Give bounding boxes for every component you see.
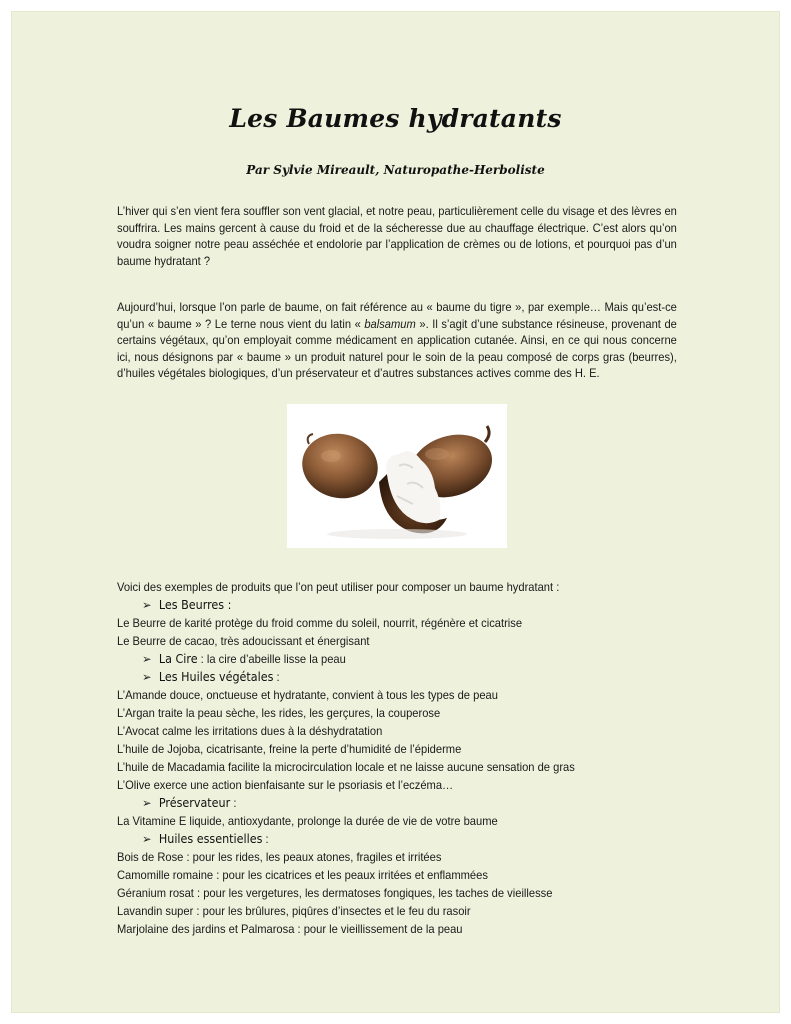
section-heading-essential-oils (117, 830, 694, 848)
list-item: La Vitamine E liquide, antioxydante, prolonge la durée de vie de votre baume (117, 814, 498, 828)
section-title: La Cire (158, 652, 198, 666)
arrow-bullet-icon: ➢ (142, 796, 152, 810)
section-title: Préservateur (158, 796, 231, 810)
arrow-bullet-icon: ➢ (142, 832, 152, 846)
list-item: Camomille romaine : pour les cicatrices et les peaux irritées et enflammées (117, 868, 488, 882)
list-item: L’Amande douce, onctueuse et hydratante, convient à tous les types de peau (117, 688, 498, 702)
paragraph-definition-start: Aujourd’hui, lorsque l’on parle de baume, on fait référence au « baume du tigre », par exemple… Mais qu’est-ce qu’un « baume » ? Le terne nous vient du latin « (117, 300, 677, 331)
section-suffix: : la cire d’abeille lisse la peau (197, 652, 346, 666)
arrow-bullet-icon: ➢ (142, 598, 152, 612)
list-intro: Voici des exemples de produits que l’on peut utiliser pour composer un baume hydratant : (117, 580, 560, 594)
list-item: L’Avocat calme les irritations dues à la déshydratation (117, 724, 383, 738)
list-item: Géranium rosat : pour les vergetures, les dermatoses fongiques, les taches de vieillesse (117, 886, 553, 900)
paragraph-definition-end: ». Il s’agit d’une substance résineuse, provenant de certains végétaux, qu’on employait comme médicament en application cutanée. Ainsi, en ce qui nous concerne ici, nous désignons par « baume » un produit naturel pour le soin de la peau composé de corps gras (beurres), d’huiles végétales biologiques, d’un préservateur et d’autres substances actives comme des H. E. (117, 316, 677, 380)
section-title: Huiles essentielles (158, 832, 263, 846)
section-heading-preservative (117, 794, 694, 812)
section-heading-oils (117, 668, 694, 686)
shea-nuts-photo (287, 404, 507, 548)
arrow-bullet-icon: ➢ (142, 670, 152, 684)
document-title: Les Baumes hydratants (229, 104, 562, 133)
section-title: Les Beurres : (158, 598, 232, 612)
section-suffix: : (273, 670, 280, 684)
section-heading-wax (117, 650, 694, 668)
arrow-bullet-icon: ➢ (142, 652, 152, 666)
document-page (11, 11, 780, 1013)
list-item: Le Beurre de cacao, très adoucissant et énergisant (117, 634, 370, 648)
section-heading-butters (117, 596, 694, 614)
ingredients-list (117, 578, 694, 938)
section-title: Les Huiles végétales (158, 670, 274, 684)
section-suffix: : (230, 796, 237, 810)
document-subtitle: Par Sylvie Mireault, Naturopathe-Herboliste (246, 163, 545, 177)
latin-term: balsamum (364, 316, 416, 331)
list-item: L’huile de Macadamia facilite la microcirculation locale et ne laisse aucune sensation de gras (117, 760, 575, 774)
paragraph-definition (117, 299, 677, 382)
list-item: Marjolaine des jardins et Palmarosa : pour le vieillissement de la peau (117, 922, 463, 936)
list-item: Bois de Rose : pour les rides, les peaux atones, fragiles et irritées (117, 850, 442, 864)
list-item: L’Argan traite la peau sèche, les rides, les gerçures, la couperose (117, 706, 441, 720)
section-suffix: : (262, 832, 269, 846)
list-item: Lavandin super : pour les brûlures, piqûres d’insectes et le feu du rasoir (117, 904, 471, 918)
list-item: L’huile de Jojoba, cicatrisante, freine la perte d’humidité de l’épiderme (117, 742, 462, 756)
paragraph-intro: L’hiver qui s’en vient fera souffler son vent glacial, et notre peau, particulièrement celle du visage et des lèvres en souffrira. Les mains gercent à cause du froid et de la sécheresse due au chauffage électrique. C’est alors qu’on voudra soigner notre peau asséchée et endolorie par l’application de crèmes ou de lotions, et pourquoi pas d’un baume hydratant ? (117, 204, 677, 268)
list-item: L’Olive exerce une action bienfaisante sur le psoriasis et l’eczéma… (117, 778, 454, 792)
list-item: Le Beurre de karité protège du froid comme du soleil, nourrit, régénère et cicatrise (117, 616, 523, 630)
